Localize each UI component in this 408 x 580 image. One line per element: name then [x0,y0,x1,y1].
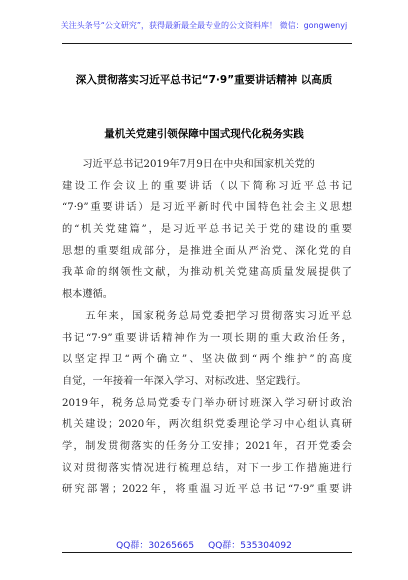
document-title-line-1: 深入贯彻落实习近平总书记“7·9”重要讲话精神 以高质 [75,74,333,86]
body-line: 我革命的纲领性文献，为推动机关党建高质量发展提供了 [62,267,352,279]
footer-contact [0,538,408,551]
body-line: “7·9”重要讲话）是习近平新时代中国特色社会主义思想 [62,202,352,214]
footer-qq-group-2: QQ群：535304092 [208,541,292,551]
header-divider [62,43,352,44]
body-line: 2019年，税务总局党委专门举办研讨班深入学习研讨政治 [62,397,352,409]
body-line: 机关建设；2020年，两次组织党委理论学习中心组认真研 [62,419,352,431]
document-body [62,154,352,501]
body-line: 以坚定捍卫“两个确立”、坚决做到“两个维护”的高度 [62,354,352,366]
body-line: 自觉，一年接着一年深入学习、对标改进、坚定践行。 [62,375,307,387]
body-line: 书记“7·9”重要讲话精神作为一项长期的重大政治任务， [62,332,352,344]
body-line: 建设工作会议上的重要讲话（以下简称习近平总书记 [62,180,352,192]
body-line: 议对贯彻落实情况进行梳理总结，对下一步工作措施进行 [62,462,352,474]
footer-divider [62,552,352,553]
body-line: 思想的重要组成部分，是推进全面从严治党、深化党的自 [62,245,352,257]
document-title-line-2: 量机关党建引领保障中国式现代化税务实践 [104,128,304,140]
body-line: 五年来，国家税务总局党委把学习贯彻落实习近平总 [62,310,352,322]
body-line: 的“机关党建篇”，是习近平总书记关于党的建设的重要 [62,224,352,236]
header-promo-text: 关注头条号“公文研究”，获得最新最全最专业的公文资料库！ 微信：gongwenyj [60,21,348,30]
body-line: 习近平总书记2019年7月9日在中央和国家机关党的 [62,159,315,170]
body-line: 研究部署；2022年，将重温习近平总书记“7·9”重要讲 [62,484,352,496]
body-line: 学，制发贯彻落实的任务分工安排；2021年，召开党委会 [62,440,352,452]
body-line: 根本遵循。 [62,289,113,301]
footer-qq-group-1: QQ群：30265665 [116,541,195,551]
